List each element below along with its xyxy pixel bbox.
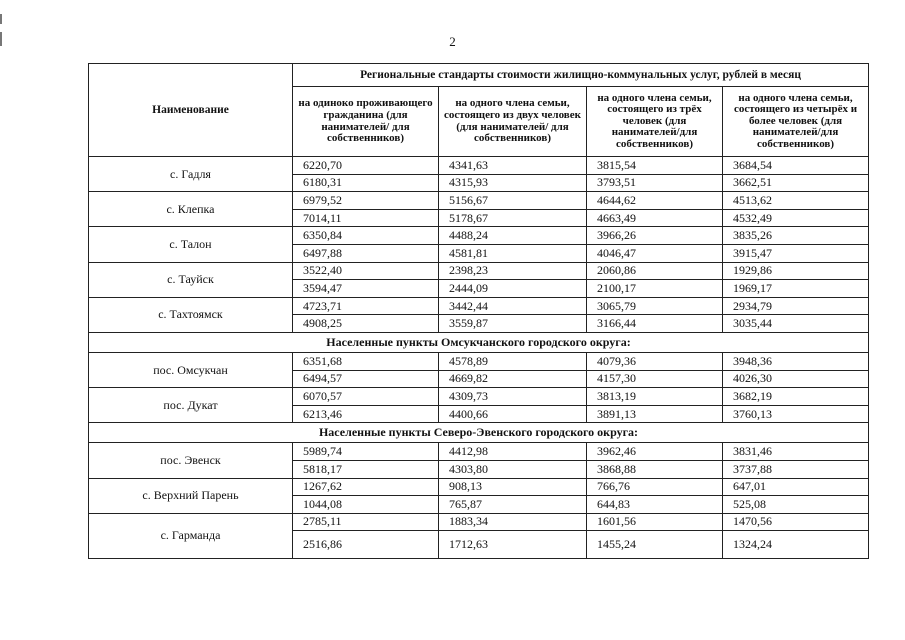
cost-value-cell: 4723,71: [293, 297, 439, 315]
table-row: [89, 478, 869, 496]
cost-value-cell: 5818,17: [293, 460, 439, 478]
cost-value-cell: 1470,56: [723, 513, 869, 531]
cost-value-cell: 4532,49: [723, 209, 869, 227]
scan-edge-mark: [0, 14, 2, 24]
settlement-name: с. Гарманда: [89, 513, 293, 559]
cost-value-cell: 765,87: [439, 496, 587, 514]
cost-value-cell: 4663,49: [587, 209, 723, 227]
sub-column-header: на одного члена семьи, состоящего из четырёх и более человек (для нанимателей/для собственников): [723, 87, 869, 157]
cost-value-cell: 1883,34: [439, 513, 587, 531]
cost-value-cell: 4412,98: [439, 443, 587, 461]
cost-value-cell: 644,83: [587, 496, 723, 514]
cost-value-cell: 4400,66: [439, 405, 587, 423]
cost-value-cell: 1267,62: [293, 478, 439, 496]
cost-value-cell: 1601,56: [587, 513, 723, 531]
cost-value-cell: 5178,67: [439, 209, 587, 227]
cost-value-cell: 3065,79: [587, 297, 723, 315]
settlement-name: с. Гадля: [89, 157, 293, 192]
cost-value-cell: 3662,51: [723, 174, 869, 192]
cost-value-cell: 6351,68: [293, 352, 439, 370]
cost-value-cell: 4315,93: [439, 174, 587, 192]
tariff-table: [88, 63, 869, 559]
settlement-name: с. Клепка: [89, 192, 293, 227]
cost-value-cell: 3831,46: [723, 443, 869, 461]
cost-value-cell: 6350,84: [293, 227, 439, 245]
settlement-name: пос. Дукат: [89, 388, 293, 423]
cost-value-cell: 3760,13: [723, 405, 869, 423]
section-row: [89, 332, 869, 352]
cost-value-cell: 1712,63: [439, 531, 587, 559]
cost-value-cell: 647,01: [723, 478, 869, 496]
table-row: [89, 262, 869, 280]
cost-value-cell: 3891,13: [587, 405, 723, 423]
cost-value-cell: 3948,36: [723, 352, 869, 370]
settlement-name: с. Тауйск: [89, 262, 293, 297]
cost-value-cell: 3442,44: [439, 297, 587, 315]
cost-value-cell: 4669,82: [439, 370, 587, 388]
cost-value-cell: 2398,23: [439, 262, 587, 280]
cost-value-cell: 4488,24: [439, 227, 587, 245]
cost-value-cell: 6494,57: [293, 370, 439, 388]
cost-value-cell: 6497,88: [293, 244, 439, 262]
settlement-name: с. Талон: [89, 227, 293, 262]
cost-value-cell: 1044,08: [293, 496, 439, 514]
cost-value-cell: 3815,54: [587, 157, 723, 175]
cost-value-cell: 908,13: [439, 478, 587, 496]
cost-value-cell: 4303,80: [439, 460, 587, 478]
table-row: [89, 157, 869, 175]
cost-value-cell: 5989,74: [293, 443, 439, 461]
section-title: Населенные пункты Омсукчанского городского округа:: [89, 332, 869, 352]
cost-value-cell: 4578,89: [439, 352, 587, 370]
cost-value-cell: 3835,26: [723, 227, 869, 245]
settlement-name: пос. Омсукчан: [89, 352, 293, 387]
cost-value-cell: 7014,11: [293, 209, 439, 227]
sub-column-header: на одного члена семьи, состоящего из двух человек (для нанимателей/ для собственников): [439, 87, 587, 157]
cost-value-cell: 4157,30: [587, 370, 723, 388]
cost-value-cell: 3813,19: [587, 388, 723, 406]
name-column-header: Наименование: [89, 64, 293, 157]
cost-value-cell: 3793,51: [587, 174, 723, 192]
cost-value-cell: 1324,24: [723, 531, 869, 559]
cost-value-cell: 2785,11: [293, 513, 439, 531]
page-number: 2: [449, 34, 456, 49]
cost-value-cell: 3166,44: [587, 315, 723, 333]
table-row: [89, 352, 869, 370]
settlement-name: пос. Эвенск: [89, 443, 293, 478]
cost-value-cell: 3915,47: [723, 244, 869, 262]
cost-value-cell: 4581,81: [439, 244, 587, 262]
table-row: [89, 297, 869, 315]
cost-value-cell: 1455,24: [587, 531, 723, 559]
table-row: [89, 192, 869, 210]
cost-value-cell: 6979,52: [293, 192, 439, 210]
cost-value-cell: 4513,62: [723, 192, 869, 210]
cost-value-cell: 6070,57: [293, 388, 439, 406]
cost-value-cell: 1929,86: [723, 262, 869, 280]
table-body: [89, 157, 869, 559]
table-row: [89, 227, 869, 245]
cost-value-cell: 4079,36: [587, 352, 723, 370]
cost-value-cell: 4026,30: [723, 370, 869, 388]
cost-value-cell: 3966,26: [587, 227, 723, 245]
cost-value-cell: 6213,46: [293, 405, 439, 423]
cost-value-cell: 4644,62: [587, 192, 723, 210]
cost-value-cell: 4046,47: [587, 244, 723, 262]
section-title: Населенные пункты Северо-Эвенского городского округа:: [89, 423, 869, 443]
settlement-name: с. Верхний Парень: [89, 478, 293, 513]
table-row: [89, 443, 869, 461]
cost-value-cell: 3594,47: [293, 280, 439, 298]
cost-value-cell: 3682,19: [723, 388, 869, 406]
sub-column-header: на одиноко проживающего гражданина (для нанимателей/ для собственников): [293, 87, 439, 157]
cost-value-cell: 3522,40: [293, 262, 439, 280]
settlement-name: с. Тахтоямск: [89, 297, 293, 332]
cost-value-cell: 2934,79: [723, 297, 869, 315]
cost-value-cell: 3684,54: [723, 157, 869, 175]
cost-value-cell: 1969,17: [723, 280, 869, 298]
cost-value-cell: 525,08: [723, 496, 869, 514]
table-row: [89, 513, 869, 531]
section-row: [89, 423, 869, 443]
cost-value-cell: 4309,73: [439, 388, 587, 406]
cost-value-cell: 6220,70: [293, 157, 439, 175]
cost-value-cell: 3559,87: [439, 315, 587, 333]
cost-value-cell: 766,76: [587, 478, 723, 496]
cost-value-cell: 6180,31: [293, 174, 439, 192]
table-row: [89, 388, 869, 406]
cost-value-cell: 3737,88: [723, 460, 869, 478]
cost-value-cell: 4908,25: [293, 315, 439, 333]
cost-value-cell: 3035,44: [723, 315, 869, 333]
cost-value-cell: 2516,86: [293, 531, 439, 559]
sub-column-header: на одного члена семьи, состоящего из трёх человек (для нанимателей/для собственников): [587, 87, 723, 157]
cost-value-cell: 2100,17: [587, 280, 723, 298]
group-column-header: Региональные стандарты стоимости жилищно-коммунальных услуг, рублей в месяц: [293, 64, 869, 87]
cost-value-cell: 2444,09: [439, 280, 587, 298]
cost-value-cell: 4341,63: [439, 157, 587, 175]
cost-value-cell: 3868,88: [587, 460, 723, 478]
cost-value-cell: 5156,67: [439, 192, 587, 210]
cost-value-cell: 2060,86: [587, 262, 723, 280]
cost-value-cell: 3962,46: [587, 443, 723, 461]
